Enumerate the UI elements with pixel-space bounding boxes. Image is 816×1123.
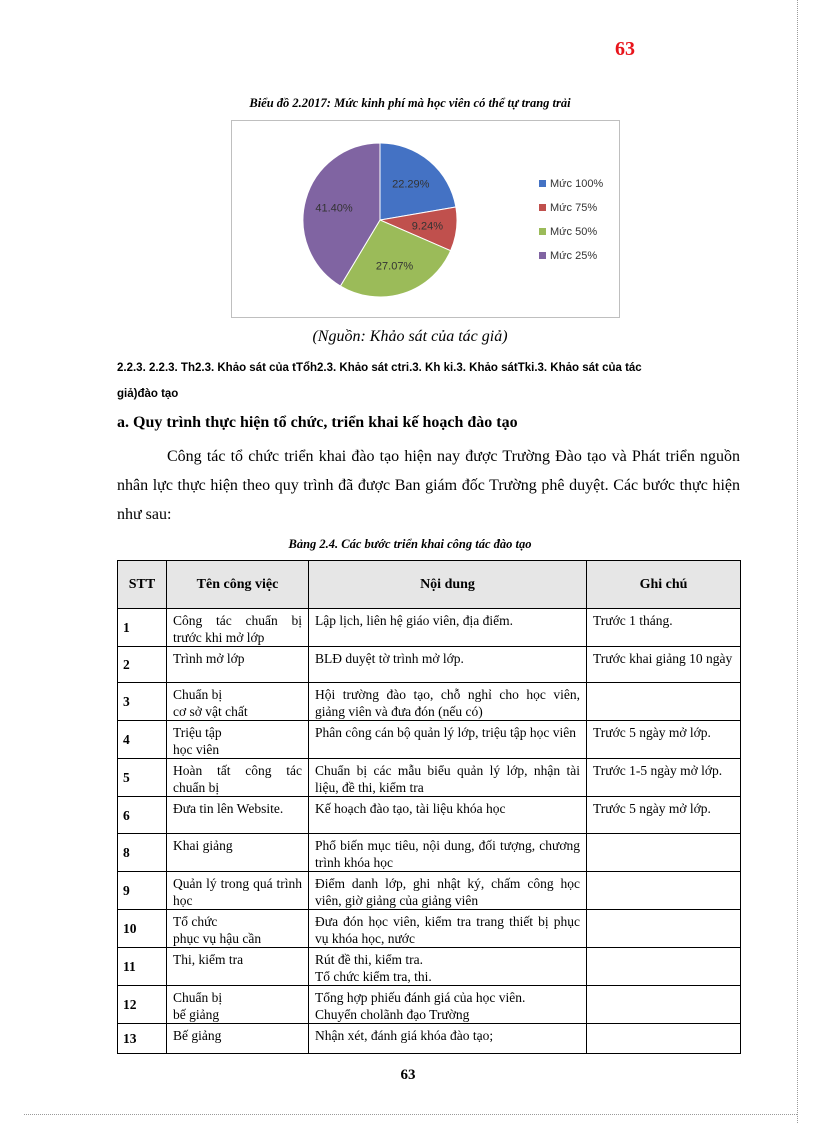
row-content: Phổ biến mục tiêu, nội dung, đối tượng, chương trình khóa học <box>309 834 587 872</box>
row-note: Trước khai giảng 10 ngày <box>587 647 741 683</box>
table-row <box>118 834 741 872</box>
row-task: Bế giảng <box>167 1024 309 1054</box>
training-steps-table <box>117 560 741 1054</box>
row-stt: 2 <box>118 647 167 683</box>
row-task: Tổ chức phục vụ hậu cần <box>167 910 309 948</box>
pie-data-label: 27.07% <box>375 260 414 273</box>
page-bottom-border <box>24 1114 797 1115</box>
row-stt: 12 <box>118 986 167 1024</box>
row-note <box>587 986 741 1024</box>
chart-source: (Nguồn: Khảo sát của tác giả) <box>312 328 508 345</box>
header-stt: STT <box>118 561 167 609</box>
section-heading-line-2: giả)đào tạo <box>117 388 179 400</box>
row-stt: 1 <box>118 609 167 647</box>
row-content: Hội trường đào tạo, chỗ nghỉ cho học viên, giảng viên và đưa đón (nếu có) <box>309 683 587 721</box>
row-stt: 4 <box>118 721 167 759</box>
row-note <box>587 872 741 910</box>
row-stt: 13 <box>118 1024 167 1054</box>
section-heading-line-1: 2.2.3. 2.2.3. Th2.3. Khảo sát của tTổh2.3. Khảo sát ctri.3. Kh ki.3. Khảo sátTki.3. Khảo sát của tác <box>117 362 642 374</box>
legend-swatch <box>539 204 546 211</box>
row-note <box>587 683 741 721</box>
legend-item <box>539 226 597 238</box>
table-caption: Bảng 2.4. Các bước triển khai công tác đào tạo <box>288 537 532 551</box>
legend-swatch <box>539 228 546 235</box>
row-task: Chuẩn bị bế giảng <box>167 986 309 1024</box>
chart-caption: Biểu đồ 2.2017: Mức kinh phí mà học viên có thể tự trang trải <box>249 96 571 110</box>
row-note: Trước 5 ngày mở lớp. <box>587 721 741 759</box>
row-task: Hoàn tất công tác chuẩn bị <box>167 759 309 797</box>
row-content: Kế hoạch đào tạo, tài liệu khóa học <box>309 797 587 834</box>
pie-data-label: 41.40% <box>315 202 353 215</box>
body-paragraph <box>117 442 740 529</box>
page-right-border <box>797 0 798 1123</box>
row-content: Đưa đón học viên, kiểm tra trang thiết bị phục vụ khóa học, nước <box>309 910 587 948</box>
table-row <box>118 910 741 948</box>
table-row <box>118 872 741 910</box>
row-task: Thi, kiểm tra <box>167 948 309 986</box>
row-task: Công tác chuẩn bị trước khi mở lớp <box>167 609 309 647</box>
row-content: BLĐ duyệt tờ trình mở lớp. <box>309 647 587 683</box>
table-row <box>118 759 741 797</box>
table-row <box>118 721 741 759</box>
table-row <box>118 797 741 834</box>
row-task: Triệu tập học viên <box>167 721 309 759</box>
legend-label: Mức 25% <box>550 250 598 262</box>
row-stt: 6 <box>118 797 167 834</box>
table-row <box>118 986 741 1024</box>
row-note: Trước 1-5 ngày mở lớp. <box>587 759 741 797</box>
subsection-heading: a. Quy trình thực hiện tổ chức, triển khai kế hoạch đào tạo <box>117 414 518 431</box>
header-task: Tên công việc <box>167 561 309 609</box>
header-content: Nội dung <box>309 561 587 609</box>
table-row <box>118 1024 741 1054</box>
legend-item <box>539 202 597 214</box>
legend-label: Mức 50% <box>550 226 598 238</box>
row-task: Quản lý trong quá trình học <box>167 872 309 910</box>
legend-swatch <box>539 252 546 259</box>
row-content: Chuẩn bị các mẫu biểu quản lý lớp, nhận tài liệu, đề thi, kiểm tra <box>309 759 587 797</box>
row-task: Đưa tin lên Website. <box>167 797 309 834</box>
table-header-row <box>118 561 741 609</box>
row-content: Nhận xét, đánh giá khóa đào tạo; <box>309 1024 587 1054</box>
legend-swatch <box>539 180 546 187</box>
row-task: Trình mở lớp <box>167 647 309 683</box>
body-paragraph-text: Công tác tổ chức triển khai đào tạo hiện nay được Trường Đào tạo và Phát triển nguồn nhân lực thực hiện theo quy trình đã được Ban giám đốc Trường phê duyệt. Các bước thực hiện như sau: <box>117 448 740 523</box>
table-row <box>118 609 741 647</box>
table-body <box>118 609 741 1054</box>
row-note <box>587 948 741 986</box>
table-row <box>118 683 741 721</box>
row-note <box>587 834 741 872</box>
page-number-bottom: 63 <box>400 1067 416 1083</box>
pie-data-label: 22.29% <box>392 178 430 191</box>
pie-chart <box>232 121 619 317</box>
row-content: Lập lịch, liên hệ giáo viên, địa điểm. <box>309 609 587 647</box>
pie-data-label: 9.24% <box>411 220 443 233</box>
row-note: Trước 5 ngày mở lớp. <box>587 797 741 834</box>
row-task: Khai giảng <box>167 834 309 872</box>
table-row <box>118 647 741 683</box>
row-note <box>587 1024 741 1054</box>
row-content: Tổng hợp phiếu đánh giá của học viên. Chuyển cholãnh đạo Trường <box>309 986 587 1024</box>
row-stt: 3 <box>118 683 167 721</box>
row-content: Phân công cán bộ quản lý lớp, triệu tập học viên <box>309 721 587 759</box>
table-row <box>118 948 741 986</box>
row-stt: 10 <box>118 910 167 948</box>
page-number-top: 63 <box>615 38 635 60</box>
legend-item <box>539 250 597 262</box>
row-stt: 11 <box>118 948 167 986</box>
row-content: Rút đề thi, kiểm tra. Tổ chức kiểm tra, thi. <box>309 948 587 986</box>
legend-label: Mức 75% <box>550 202 598 214</box>
row-task: Chuẩn bị cơ sở vật chất <box>167 683 309 721</box>
row-stt: 9 <box>118 872 167 910</box>
row-content: Điểm danh lớp, ghi nhật ký, chấm công học viên, giờ giảng của giảng viên <box>309 872 587 910</box>
row-note <box>587 910 741 948</box>
legend-label: Mức 100% <box>550 178 604 190</box>
row-stt: 5 <box>118 759 167 797</box>
pie-chart-frame <box>231 120 620 318</box>
header-note: Ghi chú <box>587 561 741 609</box>
row-stt: 8 <box>118 834 167 872</box>
legend-item <box>539 178 603 190</box>
row-note: Trước 1 tháng. <box>587 609 741 647</box>
